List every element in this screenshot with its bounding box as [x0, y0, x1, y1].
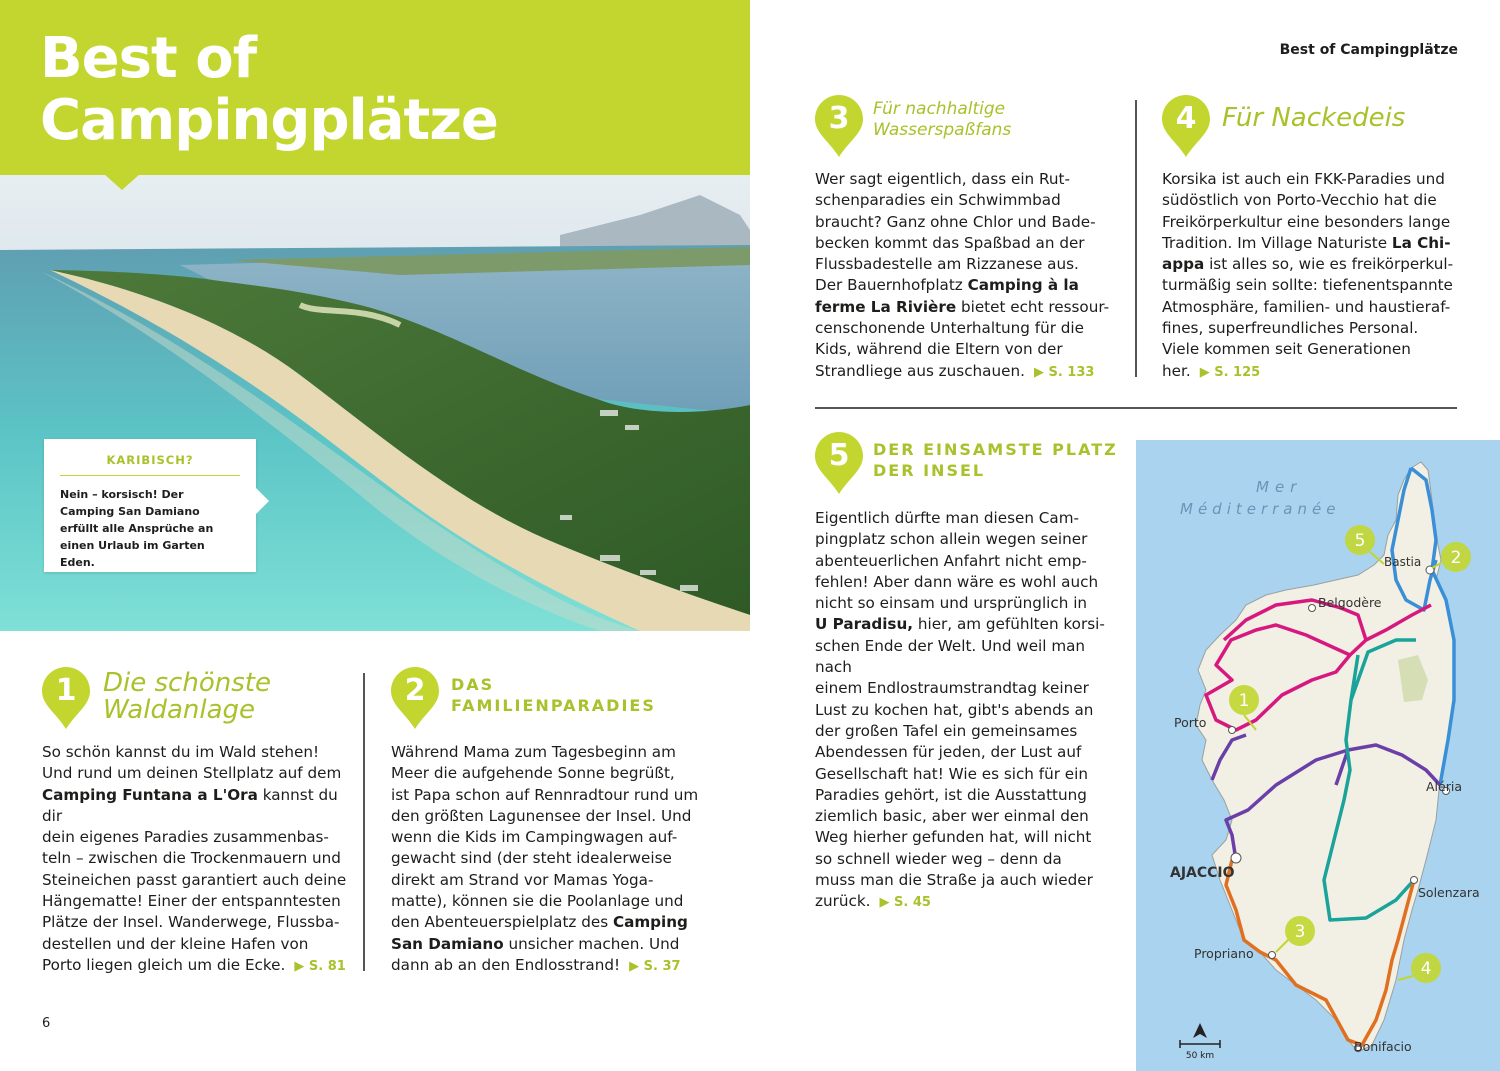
text-line: Porto liegen gleich um die Ecke. ▶ S. 81 [42, 955, 346, 974]
page-reference-link[interactable]: ▶ S. 125 [1190, 364, 1261, 380]
text-line: Weg hierher gefunden hat, will nicht [815, 828, 1092, 847]
text-line: Und rund um deinen Stellplatz auf dem [42, 764, 342, 783]
text-line: Strandliege aus zuschauen. ▶ S. 133 [815, 361, 1095, 380]
text-line: destellen und der kleine Hafen von [42, 934, 309, 953]
section-3-title: Für nachhaltige Wasserspaßfans [873, 99, 1012, 140]
text-line: den Abenteuerspielplatz des Camping [391, 913, 688, 932]
text-line: dein eigenes Paradies zusammenbas- [42, 828, 329, 847]
scale-label: 50 km [1185, 1051, 1215, 1061]
text-line: gewacht sind (der steht idealerweise [391, 849, 672, 868]
pin-4-icon: 4 [1162, 95, 1210, 157]
text-line: schenparadies ein Schwimmbad [815, 191, 1061, 210]
text-line: den größten Lagunensee der Insel. Und [391, 806, 692, 825]
text-line: fehlen! Aber dann wäre es wohl auch [815, 572, 1099, 591]
running-head: Best of Campingplätze [1279, 42, 1458, 58]
page-reference-link[interactable]: ▶ S. 45 [870, 895, 931, 911]
text-line: zurück. ▶ S. 45 [815, 892, 931, 911]
text-line: einem Endlostraumstrandtag keiner [815, 679, 1089, 698]
section-4-title: Für Nackedeis [1222, 103, 1406, 133]
svg-text:5: 5 [1354, 531, 1366, 551]
place-bonifacio: Bonifacio [1354, 1039, 1412, 1054]
section-4-body [1162, 169, 1462, 383]
text-line: Eigentlich dürfte man diesen Cam- [815, 509, 1079, 527]
text-line: südöstlich von Porto-Vecchio hat die [1162, 191, 1437, 210]
place-porto: Porto [1174, 715, 1207, 730]
svg-text:2: 2 [1450, 548, 1462, 568]
text-line: abenteuerlichen Anfahrt nicht emp- [815, 551, 1087, 570]
callout-box [44, 439, 256, 572]
svg-text:3: 3 [1294, 922, 1306, 942]
text-line: Camping Funtana a L'Ora kannst du dir [42, 785, 338, 825]
svg-text:1: 1 [1238, 691, 1250, 711]
text-line: fines, superfreundliches Personal. [1162, 319, 1419, 338]
text-line: Flussbadestelle am Rizzanese aus. [815, 255, 1079, 274]
pin-2-icon: 2 [391, 667, 439, 729]
text-line: ziemlich basic, aber wer einmal den [815, 807, 1089, 826]
text-line: wenn die Kids im Campingwagen auf- [391, 828, 678, 847]
section-1-body [42, 742, 352, 977]
section-divider [815, 407, 1457, 409]
page-reference-link[interactable]: ▶ S. 81 [285, 958, 346, 974]
text-line: Lust zu kochen hat, gibt's abends an [815, 700, 1094, 719]
pin-1-icon: 1 [42, 667, 90, 729]
place-ajaccio: AJACCIO [1170, 865, 1235, 881]
text-line: schen Ende der Welt. Und weil man nach [815, 636, 1086, 677]
sea-label-1: Mer [1256, 478, 1303, 496]
text-line: Der Bauernhofplatz Camping à la [815, 276, 1079, 295]
column-divider [363, 673, 365, 971]
text-line: braucht? Ganz ohne Chlor und Bade- [815, 212, 1096, 231]
section-2-title: DAS FAMILIENPARADIES [451, 675, 656, 715]
pin-3-icon: 3 [815, 95, 863, 157]
section-1-title: Die schönste Waldanlage [103, 668, 271, 725]
text-line: censchonende Unterhaltung für die [815, 319, 1084, 338]
callout-heading: KARIBISCH? [60, 453, 240, 476]
pin-5-icon: 5 [815, 432, 863, 494]
page-number: 6 [42, 1016, 51, 1031]
text-line: muss man die Straße ja auch wieder [815, 871, 1093, 890]
place-belgodere: Belgodère [1318, 595, 1382, 610]
text-line: dann ab an den Endlosstrand! ▶ S. 37 [391, 955, 681, 974]
place-propriano: Propriano [1194, 946, 1254, 961]
text-line: der großen Tafel ein gemeinsames [815, 721, 1078, 740]
text-line: teln – zwischen die Trockenmauern und [42, 849, 341, 868]
text-line: direkt am Strand vor Mamas Yoga- [391, 870, 654, 889]
page-reference-link[interactable]: ▶ S. 37 [620, 958, 681, 974]
text-line: ferme La Rivière bietet echt ressour- [815, 297, 1110, 316]
corsica-map [1136, 440, 1500, 1071]
text-line: Korsika ist auch ein FKK-Paradies und [1162, 170, 1445, 188]
text-line: Paradies gehört, ist die Ausstattung [815, 785, 1087, 804]
text-line: Viele kommen seit Generationen [1162, 340, 1411, 359]
section-5-body [815, 508, 1115, 914]
text-line: Kids, während die Eltern von der [815, 340, 1063, 359]
text-line: U Paradisu, hier, am gefühlten korsi- [815, 615, 1105, 634]
page-title: Best of Campingplätze [40, 26, 498, 153]
svg-text:4: 4 [1420, 959, 1432, 979]
text-line: matte), können sie die Poolanlage und [391, 892, 684, 911]
map-pin-5-icon [1345, 525, 1384, 564]
callout-text: Nein – korsisch! Der Camping San Damiano erfüllt alle Ansprüche an einen Urlaub im Garten Eden. [60, 488, 214, 569]
sea-label-2: Méditerranée [1180, 500, 1341, 518]
text-line: Während Mama zum Tagesbeginn am [391, 743, 676, 761]
place-solenzara: Solenzara [1418, 885, 1480, 900]
text-line: Gesellschaft hat! Wie es sich für ein [815, 764, 1088, 783]
text-line: becken kommt das Spaßbad an der [815, 233, 1085, 252]
text-line: So schön kannst du im Wald stehen! [42, 743, 320, 761]
text-line: Plätze der Insel. Wanderwege, Flussba- [42, 913, 340, 932]
text-line: Atmosphäre, familien- und haustieraf- [1162, 297, 1451, 316]
title-block [0, 0, 750, 175]
text-line: Hängematte! Einer der entspanntesten [42, 892, 341, 911]
text-line: Tradition. Im Village Naturiste La Chi- [1162, 233, 1451, 252]
title-notch [104, 174, 140, 190]
text-line: appa ist alles so, wie es freikörperkul- [1162, 255, 1454, 274]
text-line: Abendessen für jeden, der Lust auf [815, 743, 1082, 762]
text-line: Steineichen passt garantiert auch deine [42, 870, 347, 889]
callout-arrow [255, 487, 269, 515]
text-line: so schnell wieder weg – denn da [815, 849, 1062, 868]
text-line: her. ▶ S. 125 [1162, 361, 1261, 380]
text-line: Freikörperkultur eine besonders lange [1162, 212, 1451, 231]
column-divider [1135, 100, 1137, 377]
section-5-title: DER EINSAMSTE PLATZ DER INSEL [873, 440, 1118, 480]
text-line: ist Papa schon auf Rennradtour rund um [391, 785, 699, 804]
page-reference-link[interactable]: ▶ S. 133 [1024, 364, 1095, 380]
map-pin-4-icon [1398, 953, 1441, 983]
text-line: nicht so einsam und ursprünglich in [815, 594, 1088, 613]
text-line: Wer sagt eigentlich, dass ein Rut- [815, 170, 1070, 188]
north-arrow-icon [1180, 1023, 1220, 1048]
text-line: turmäßig sein sollte: tiefenentspannte [1162, 276, 1453, 295]
section-3-body [815, 169, 1115, 383]
text-line: Meer die aufgehende Sonne begrüßt, [391, 764, 675, 783]
section-2-body [391, 742, 711, 977]
text-line: pingplatz schon allein wegen seiner [815, 530, 1088, 549]
place-aleria: Aléria [1426, 779, 1462, 794]
text-line: San Damiano unsicher machen. Und [391, 934, 680, 953]
place-bastia: Bastia [1384, 555, 1422, 569]
